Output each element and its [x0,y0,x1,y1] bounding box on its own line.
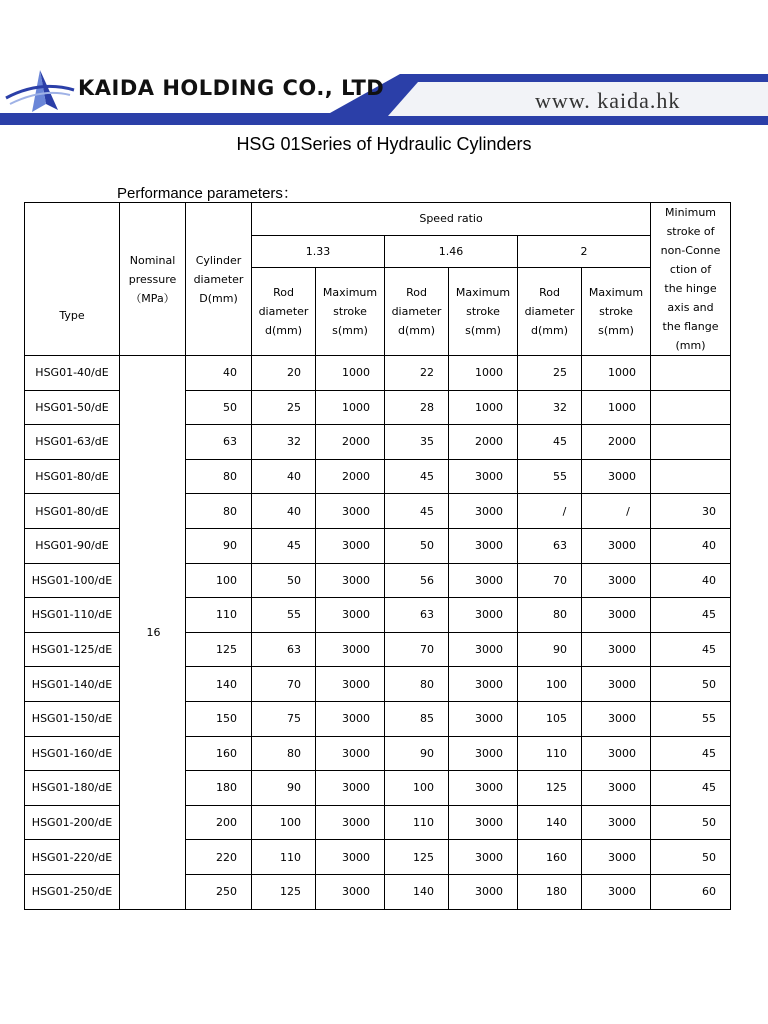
cell-min-stroke: 50 [651,840,731,875]
cell-rod-diameter-2: 180 [518,874,582,909]
cell-type: HSG01-140/dE [25,667,120,702]
cell-rod-diameter-1-46: 63 [385,598,449,633]
cell-cylinder-diameter: 100 [186,563,252,598]
cell-rod-diameter-1-33: 25 [252,390,316,425]
header-diameter-line2: diameter [193,272,244,286]
cell-rod-diameter-1-33: 80 [252,736,316,771]
cell-cylinder-diameter: 40 [186,356,252,391]
header-max-stroke-line: stroke [333,305,367,319]
cell-max-stroke-1-33: 1000 [316,390,385,425]
header-min-stroke [651,203,731,356]
cell-cylinder-diameter: 160 [186,736,252,771]
cell-max-stroke-1-33: 2000 [316,459,385,494]
cell-max-stroke-1-46: 3000 [449,598,518,633]
cell-max-stroke-1-33: 2000 [316,425,385,460]
cell-type: HSG01-50/dE [25,390,120,425]
header-pressure-line1: Nominal [129,253,176,267]
cell-rod-diameter-2: 63 [518,528,582,563]
cell-max-stroke-1-46: 3000 [449,667,518,702]
cell-min-stroke [651,459,731,494]
cell-cylinder-diameter: 90 [186,528,252,563]
header-rod-diameter [252,268,316,356]
cell-rod-diameter-2: 90 [518,632,582,667]
cell-rod-diameter-1-33: 125 [252,874,316,909]
section-label: Performance parameters： [117,185,298,202]
cell-max-stroke-1-46: 1000 [449,356,518,391]
cell-type: HSG01-100/dE [25,563,120,598]
header-min-stroke-line: ction of [669,263,712,276]
cell-type: HSG01-80/dE [25,459,120,494]
cell-max-stroke-1-33: 3000 [316,667,385,702]
cell-rod-diameter-2: 110 [518,736,582,771]
cell-rod-diameter-2: 25 [518,356,582,391]
cell-max-stroke-2: 3000 [582,701,651,736]
cell-cylinder-diameter: 50 [186,390,252,425]
table-row [25,356,731,391]
header-min-stroke-line: Minimum [665,206,717,219]
cell-rod-diameter-1-46: 90 [385,736,449,771]
cell-rod-diameter-1-33: 40 [252,494,316,529]
header-rod-diameter-line: d(mm) [398,324,435,338]
header-min-stroke-line: axis and [667,301,714,314]
header-max-stroke-line: Maximum [322,286,378,300]
cell-min-stroke: 50 [651,667,731,702]
cell-rod-diameter-2: 32 [518,390,582,425]
header-max-stroke-line: Maximum [455,286,511,300]
cell-rod-diameter-1-46: 35 [385,425,449,460]
cell-max-stroke-1-33: 3000 [316,840,385,875]
cell-rod-diameter-1-46: 80 [385,667,449,702]
cell-max-stroke-1-46: 3000 [449,805,518,840]
header-ratio-2: 2 [518,235,651,268]
cell-rod-diameter-1-33: 75 [252,701,316,736]
cell-cylinder-diameter: 250 [186,874,252,909]
cell-max-stroke-1-46: 3000 [449,459,518,494]
company-name: KAIDA HOLDING CO., LTD [78,76,385,100]
cell-cylinder-diameter: 220 [186,840,252,875]
cell-max-stroke-2: 3000 [582,840,651,875]
cell-rod-diameter-1-33: 90 [252,771,316,806]
cell-rod-diameter-1-46: 70 [385,632,449,667]
cell-rod-diameter-1-33: 110 [252,840,316,875]
header-rod-diameter-line: Rod [406,286,427,300]
cell-rod-diameter-2: 45 [518,425,582,460]
cell-max-stroke-2: 3000 [582,459,651,494]
header-min-stroke-line: stroke of [666,225,715,238]
cell-rod-diameter-1-46: 100 [385,771,449,806]
cell-cylinder-diameter: 110 [186,598,252,633]
cell-nominal-pressure: 16 [120,356,186,910]
cell-min-stroke [651,356,731,391]
cell-rod-diameter-2: 125 [518,771,582,806]
cell-max-stroke-1-33: 3000 [316,632,385,667]
cell-cylinder-diameter: 200 [186,805,252,840]
cell-min-stroke [651,425,731,460]
header-pressure-line2: pressure [128,272,177,286]
cell-rod-diameter-2: 55 [518,459,582,494]
cell-rod-diameter-2: / [518,494,582,529]
cell-min-stroke: 50 [651,805,731,840]
header-rod-diameter-line: d(mm) [265,324,302,338]
cell-type: HSG01-90/dE [25,528,120,563]
cell-max-stroke-2: 1000 [582,356,651,391]
cell-rod-diameter-1-46: 56 [385,563,449,598]
cell-rod-diameter-1-46: 22 [385,356,449,391]
cell-rod-diameter-1-33: 20 [252,356,316,391]
cell-max-stroke-2: 3000 [582,805,651,840]
cell-max-stroke-2: 3000 [582,632,651,667]
cell-rod-diameter-1-46: 85 [385,701,449,736]
cell-type: HSG01-40/dE [25,356,120,391]
header-rod-diameter [385,268,449,356]
cell-max-stroke-1-46: 3000 [449,528,518,563]
cell-cylinder-diameter: 80 [186,459,252,494]
cell-max-stroke-1-33: 3000 [316,736,385,771]
cell-max-stroke-1-46: 1000 [449,390,518,425]
cell-rod-diameter-1-46: 140 [385,874,449,909]
header-diameter-line3: D(mm) [199,291,238,305]
cell-min-stroke: 60 [651,874,731,909]
cell-max-stroke-1-33: 3000 [316,494,385,529]
cell-type: HSG01-150/dE [25,701,120,736]
cell-min-stroke: 30 [651,494,731,529]
cell-type: HSG01-110/dE [25,598,120,633]
header-ratio-1-33: 1.33 [252,235,385,268]
cell-max-stroke-1-33: 3000 [316,874,385,909]
cell-max-stroke-1-46: 3000 [449,874,518,909]
cell-min-stroke: 45 [651,771,731,806]
cell-rod-diameter-2: 80 [518,598,582,633]
cell-max-stroke-2: 3000 [582,598,651,633]
cell-type: HSG01-180/dE [25,771,120,806]
header-nominal-pressure [120,203,186,356]
cell-rod-diameter-1-33: 50 [252,563,316,598]
cell-cylinder-diameter: 125 [186,632,252,667]
cell-type: HSG01-63/dE [25,425,120,460]
cell-rod-diameter-1-46: 50 [385,528,449,563]
cell-max-stroke-2: 3000 [582,563,651,598]
header-max-stroke-line: s(mm) [598,324,634,338]
cell-max-stroke-1-33: 3000 [316,563,385,598]
cell-type: HSG01-250/dE [25,874,120,909]
cell-rod-diameter-1-33: 55 [252,598,316,633]
cell-cylinder-diameter: 140 [186,667,252,702]
cell-max-stroke-1-46: 3000 [449,632,518,667]
cell-type: HSG01-200/dE [25,805,120,840]
cell-rod-diameter-1-46: 125 [385,840,449,875]
cell-max-stroke-1-46: 3000 [449,736,518,771]
cell-rod-diameter-1-33: 32 [252,425,316,460]
header-max-stroke-line: stroke [599,305,633,319]
header-diameter-line1: Cylinder [195,253,242,267]
cell-rod-diameter-2: 105 [518,701,582,736]
cell-rod-diameter-2: 70 [518,563,582,598]
cell-rod-diameter-1-33: 40 [252,459,316,494]
header-max-stroke [582,268,651,356]
cell-rod-diameter-1-46: 110 [385,805,449,840]
header-speed-ratio: Speed ratio [252,203,651,236]
header-rod-diameter-line: Rod [539,286,560,300]
cell-cylinder-diameter: 80 [186,494,252,529]
cell-max-stroke-1-33: 3000 [316,805,385,840]
cell-type: HSG01-125/dE [25,632,120,667]
header-pressure-line3: （MPa） [130,291,175,305]
header-rod-diameter-line: d(mm) [531,324,568,338]
cell-min-stroke: 45 [651,598,731,633]
cell-rod-diameter-1-33: 100 [252,805,316,840]
kaida-logo-icon [6,70,74,112]
header-max-stroke-line: stroke [466,305,500,319]
cell-rod-diameter-1-46: 45 [385,459,449,494]
cell-min-stroke: 40 [651,528,731,563]
cell-max-stroke-1-46: 3000 [449,701,518,736]
cell-max-stroke-2: / [582,494,651,529]
cell-rod-diameter-1-46: 28 [385,390,449,425]
cell-max-stroke-2: 3000 [582,736,651,771]
header-max-stroke-line: s(mm) [332,324,368,338]
performance-table [24,202,731,910]
header-rod-diameter [518,268,582,356]
cell-type: HSG01-160/dE [25,736,120,771]
header-min-stroke-line: the flange [662,320,719,333]
header-max-stroke [449,268,518,356]
cell-min-stroke: 45 [651,736,731,771]
cell-max-stroke-1-33: 3000 [316,701,385,736]
header-type: Type [25,203,120,356]
cell-min-stroke: 55 [651,701,731,736]
cell-max-stroke-2: 3000 [582,528,651,563]
cell-max-stroke-1-46: 3000 [449,494,518,529]
cell-rod-diameter-2: 100 [518,667,582,702]
cell-min-stroke: 45 [651,632,731,667]
cell-rod-diameter-2: 160 [518,840,582,875]
document-title: HSG 01Series of Hydraulic Cylinders [236,134,532,154]
header-rod-diameter-line: diameter [258,305,309,319]
cell-max-stroke-1-33: 3000 [316,598,385,633]
cell-type: HSG01-220/dE [25,840,120,875]
cell-max-stroke-2: 3000 [582,667,651,702]
cell-max-stroke-2: 2000 [582,425,651,460]
header-max-stroke-line: s(mm) [465,324,501,338]
header-max-stroke [316,268,385,356]
cell-cylinder-diameter: 180 [186,771,252,806]
cell-rod-diameter-2: 140 [518,805,582,840]
cell-max-stroke-2: 1000 [582,390,651,425]
cell-type: HSG01-80/dE [25,494,120,529]
website-url: www. kaida.hk [535,88,681,113]
cell-min-stroke: 40 [651,563,731,598]
cell-max-stroke-1-33: 1000 [316,356,385,391]
header-min-stroke-line: non-Conne [660,244,721,257]
cell-max-stroke-1-33: 3000 [316,771,385,806]
cell-min-stroke [651,390,731,425]
cell-max-stroke-1-33: 3000 [316,528,385,563]
cell-rod-diameter-1-33: 45 [252,528,316,563]
cell-cylinder-diameter: 63 [186,425,252,460]
cell-max-stroke-1-46: 2000 [449,425,518,460]
cell-max-stroke-1-46: 3000 [449,840,518,875]
header-rod-diameter-line: Rod [273,286,294,300]
header-max-stroke-line: Maximum [588,286,644,300]
header-ratio-1-46: 1.46 [385,235,518,268]
cell-max-stroke-2: 3000 [582,771,651,806]
cell-rod-diameter-1-33: 63 [252,632,316,667]
header-rod-diameter-line: diameter [524,305,575,319]
cell-max-stroke-1-46: 3000 [449,563,518,598]
cell-cylinder-diameter: 150 [186,701,252,736]
cell-rod-diameter-1-33: 70 [252,667,316,702]
header-min-stroke-line: (mm) [675,339,706,352]
cell-max-stroke-1-46: 3000 [449,771,518,806]
cell-max-stroke-2: 3000 [582,874,651,909]
header-min-stroke-line: the hinge [664,282,717,295]
page-header [0,0,768,130]
cell-rod-diameter-1-46: 45 [385,494,449,529]
header-cylinder-diameter [186,203,252,356]
header-rod-diameter-line: diameter [391,305,442,319]
